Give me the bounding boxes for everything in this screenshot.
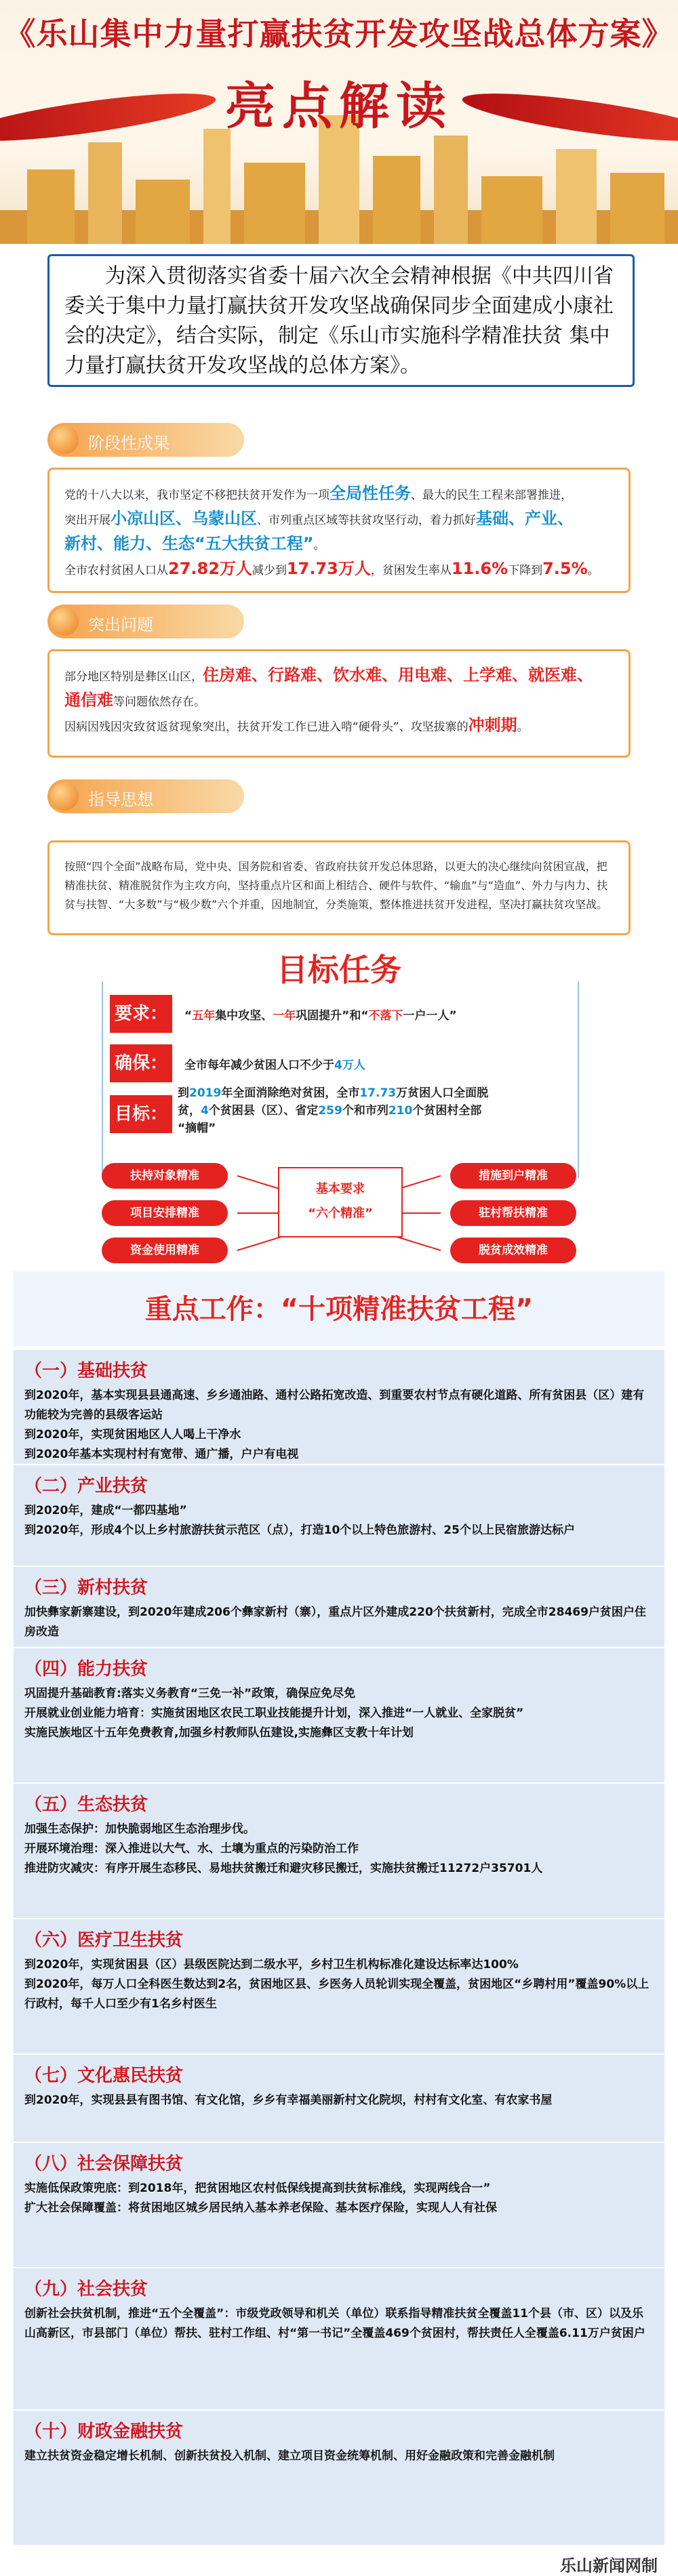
orange-ball-icon <box>50 782 79 811</box>
achievements-line-2: 突出开展小凉山区、乌蒙山区、市列重点区域等扶贫攻坚行动，着力抓好基础、产业、 <box>64 509 574 528</box>
keywork-heading: （七）文化惠民扶贫 <box>24 2066 184 2086</box>
target-label: 目标： <box>110 1095 172 1133</box>
achievements-panel <box>47 468 631 593</box>
keywork-item-6: （六）医疗卫生扶贫 到2020年，实现贫困县（区）县级医院达到二级水平，乡村卫生机构标准化建设达标率达100% 到2020年，每万人口全科医生数达到2名，贫困地区县、乡医务人员轮训实现全覆盖，贫困地区“乡聘村用”覆盖90%以上行政村，每千人口至少有1名乡村医生 <box>14 1918 664 2053</box>
badge-achievements <box>47 423 244 457</box>
badge-problems <box>47 605 244 638</box>
goals-title: 目标任务 <box>277 952 401 988</box>
keywork-heading: （十）财政金融扶贫 <box>24 2421 184 2442</box>
center-text-2: “六个精准” <box>308 1206 373 1221</box>
keywork-heading: （五）生态扶贫 <box>24 1795 148 1815</box>
keywork-item-10: （十）财政金融扶贫 建立扶贫资金稳定增长机制、创新扶贫投入机制、建立项目资金统筹机制、用好金融政策和完善金融机制 <box>14 2409 664 2545</box>
pill-2: 项目安排精准 <box>102 1200 228 1226</box>
achievements-line-3: 新村、能力、生态“五大扶贫工程”。 <box>64 534 325 553</box>
pill-5: 驻村帮扶精准 <box>450 1200 576 1226</box>
keywork-item-2: （二）产业扶贫 到2020年，建成“一都四基地” 到2020年，形成4个以上乡村旅游扶贫示范区（点），打造10个以上特色旅游村、25个以上民宿旅游达标户 <box>14 1464 664 1566</box>
badge-label: 突出问题 <box>88 615 153 634</box>
page-title: 《乐山集中力量打赢扶贫开发攻坚战总体方案》 <box>4 16 674 52</box>
center-text-1: 基本要求 <box>316 1182 365 1196</box>
guidance-panel <box>47 840 631 935</box>
keywork-heading: （六）医疗卫生扶贫 <box>24 1930 184 1950</box>
pill-1: 扶持对象精准 <box>102 1163 228 1189</box>
header-banner <box>0 0 678 244</box>
achievements-line-4: 全市农村贫困人口从27.82万人减少到17.73万人，贫困发生率从11.6%下降到7.5%。 <box>64 559 599 578</box>
keywork-heading: （一）基础扶贫 <box>24 1361 148 1381</box>
keywork-item-4: （四）能力扶贫 巩固提升基础教育:落实义务教育“三免一补”政策，确保应免尽免 开展就业创业能力培育：实施贫困地区农民工职业技能提升计划，深入推进“一人就业、全家脱贫” 实施民族地区十五年免费教育,加强乡村教师队伍建设,实施彝区支教十年计划 <box>14 1647 664 1782</box>
pill-6: 脱贫成效精准 <box>450 1238 576 1263</box>
require-label: 要求： <box>110 995 172 1033</box>
keywork-item-5: （五）生态扶贫 加强生态保护：加快脆弱地区生态治理步伐。 开展环境治理：深入推进以大气、水、土壤为重点的污染防治工作 推进防灾减灾：有序开展生态移民、易地扶贫搬迁和避灾移民搬迁，实施扶贫搬迁11272户35701人 <box>14 1782 664 1918</box>
keywork-item-9: （九）社会扶贫 创新社会扶贫机制，推进“五个全覆盖”：市级党政领导和机关（单位）联系指导精准扶贫全覆盖11个县（市、区）以及乐山高新区，市县部门（单位）帮扶、驻村工作组、村“第一书记”全覆盖469个贫困村，帮扶责任人全覆盖6.11万户贫困户 <box>14 2267 664 2409</box>
keywork-heading: （三）新村扶贫 <box>24 1578 148 1598</box>
keywork-heading: （九）社会扶贫 <box>24 2279 148 2299</box>
require-text: “五年集中攻坚、一年巩固提升”和“不落下一户一人” <box>184 1009 457 1023</box>
pill-3: 资金使用精准 <box>102 1238 228 1263</box>
problems-line-2: 通信难等问题依然存在。 <box>64 691 205 710</box>
problems-line-1: 部分地区特别是彝区山区，住房难、行路难、饮水难、用电难、上学难、就医难、 <box>64 666 593 684</box>
intro-text: 为深入贯彻落实省委十届六次全会精神根据《中共四川省委关于集中力量打赢扶贫开发攻坚战确保同步全面建成小康社会的决定》，结合实际，制定《乐山市实施科学精准扶贫 集中力量打赢扶贫开发攻坚战的总体方案》。 <box>64 264 614 377</box>
problems-panel <box>47 649 631 758</box>
keywork-heading: （二）产业扶贫 <box>24 1476 148 1496</box>
keywork-item-8: （八）社会保障扶贫 实施低保政策兜底：到2018年，把贫困地区农村低保线提高到扶贫标准线，实现两线合一” 扩大社会保障覆盖：将贫困地区城乡居民纳入基本养老保险、基本医疗保险，实现人人有社保 <box>14 2142 664 2267</box>
keywork-item-7: （七）文化惠民扶贫 到2020年，实现县县有图书馆、有文化馆，乡乡有幸福美丽新村文化院坝，村村有文化室、有农家书屋 <box>14 2053 664 2142</box>
keywork-heading: （四）能力扶贫 <box>24 1659 148 1679</box>
ensure-label: 确保： <box>110 1044 172 1082</box>
keywork-item-3: （三）新村扶贫 加快彝家新寨建设，到2020年建成206个彝家新村（寨），重点片区外建成220个扶贫新村，完成全市28469户贫困户住房改造 <box>14 1566 664 1647</box>
footer-credit: 乐山新闻网制 <box>560 2556 658 2575</box>
problems-line-3: 因病因残因灾致贫返贫现象突出，扶贫开发工作已进入啃“硬骨头”、攻坚拔寨的冲刺期。 <box>64 716 529 735</box>
orange-ball-icon <box>50 607 79 636</box>
badge-guidance <box>47 779 244 813</box>
intro-panel <box>47 254 635 387</box>
badge-label: 阶段性成果 <box>88 434 170 453</box>
guidance-text: 按照“四个全面”战略布局，党中央、国务院和省委、省政府扶贫开发总体思路，以更大的决心继续向贫困宣战，把精准扶贫、精准脱贫作为主攻方向，坚持重点片区和面上相结合、硬件与软件、“输血”与“造血”、外力与内力、扶贫与扶智、“大多数”与“极少数”六个并重，因地制宜，分类施策，整体推进扶贫开发进程，坚决打赢扶贫攻坚战。 <box>64 860 608 911</box>
achievements-line-1: 党的十八大以来，我市坚定不移把扶贫开发作为一项全局性任务、最大的民生工程来部署推进， <box>64 484 572 503</box>
target-text: 到2019年全面消除绝对贫困，全市17.73万贫困人口全面脱 贫，4个贫困县（区）、省定259个和市列210个贫困村全部 “摘帽” <box>178 1086 489 1135</box>
keywork-title: 重点工作：“十项精准扶贫工程” <box>144 1294 534 1325</box>
pill-4: 措施到户精准 <box>450 1163 576 1189</box>
ensure-text: 全市每年减少贫困人口不少于4万人 <box>184 1059 365 1072</box>
footer <box>0 2548 678 2575</box>
keywork-heading: （八）社会保障扶贫 <box>24 2154 184 2174</box>
page-subtitle: 亮点解读 <box>225 77 453 136</box>
badge-label: 指导思想 <box>88 790 153 809</box>
keywork-item-1: （一）基础扶贫 到2020年，基本实现县县通高速、乡乡通油路、通村公路拓宽改造、到重要农村节点有硬化道路、所有贫困县（区）建有功能较为完善的县级客运站 到2020年，实现贫困地区人人喝上干净水 到2020年基本实现村村有宽带、通广播，户户有电视 <box>14 1349 664 1464</box>
orange-ball-icon <box>50 426 79 454</box>
center-requirement-box <box>278 1167 403 1238</box>
